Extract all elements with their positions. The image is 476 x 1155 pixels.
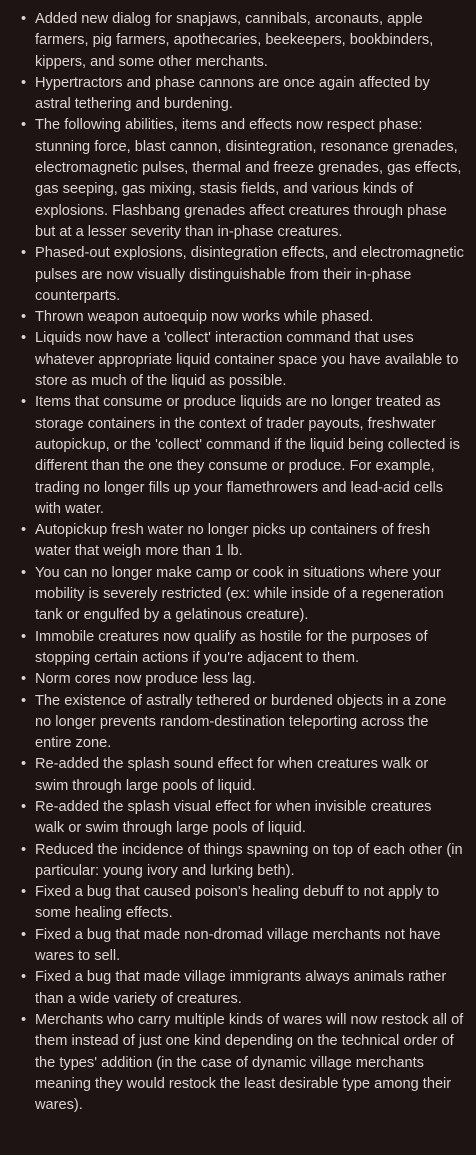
list-item: • Fixed a bug that caused poison's healing debuff to not apply to some healing effects. <box>17 882 464 925</box>
list-item: • You can no longer make camp or cook in situations where your mobility is severely restricted (ex: while inside of a regeneration tank or engulfed by a gelatinous creature). <box>17 563 464 627</box>
list-item: • Hypertractors and phase cannons are once again affected by astral tethering and burdening. <box>17 73 464 116</box>
list-item: • The existence of astrally tethered or burdened objects in a zone no longer prevents random-destination teleporting across the entire zone. <box>17 691 464 755</box>
list-item: • Fixed a bug that made village immigrants always animals rather than a wide variety of creatures. <box>17 967 464 1010</box>
list-item: • Norm cores now produce less lag. <box>17 669 464 690</box>
list-item: • Reduced the incidence of things spawning on top of each other (in particular: young ivory and lurking beth). <box>17 840 464 883</box>
list-item: • Immobile creatures now qualify as hostile for the purposes of stopping certain actions if you're adjacent to them. <box>17 627 464 670</box>
list-item: • Re-added the splash visual effect for when invisible creatures walk or swim through large pools of liquid. <box>17 797 464 840</box>
list-item: • Items that consume or produce liquids are no longer treated as storage containers in the context of trader payouts, freshwater autopickup, or the 'collect' command if the liquid being collected is different than the one they consume or produce. For example, trading no longer fills up your flamethrowers and lead-acid cells with water. <box>17 392 464 520</box>
list-item: • Merchants who carry multiple kinds of wares will now restock all of them instead of just one kind depending on the technical order of the types' addition (in the case of dynamic village merchants meaning they would restock the least desirable type among their wares). <box>17 1010 464 1116</box>
list-item: • Re-added the splash sound effect for when creatures walk or swim through large pools of liquid. <box>17 754 464 797</box>
list-item: • Thrown weapon autoequip now works while phased. <box>17 307 464 328</box>
list-item: • Fixed a bug that made non-dromad village merchants not have wares to sell. <box>17 925 464 968</box>
list-item: • Liquids now have a 'collect' interaction command that uses whatever appropriate liquid container space you have available to store as much of the liquid as possible. <box>17 328 464 392</box>
list-item: • The following abilities, items and effects now respect phase: stunning force, blast cannon, disintegration, resonance grenades, electromagnetic pulses, thermal and freeze grenades, gas effects, gas seeping, gas mixing, stasis fields, and various kinds of explosions. Flashbang grenades affect creatures through phase but at a lesser severity than in-phase creatures. <box>17 115 464 243</box>
list-item: • Autopickup fresh water no longer picks up containers of fresh water that weigh more than 1 lb. <box>17 520 464 563</box>
list-item: • Added new dialog for snapjaws, cannibals, arconauts, apple farmers, pig farmers, apothecaries, beekeepers, bookbinders, kippers, and some other merchants. <box>17 9 464 73</box>
list-item: • Phased-out explosions, disintegration effects, and electromagnetic pulses are now visually distinguishable from their in-phase counterparts. <box>17 243 464 307</box>
